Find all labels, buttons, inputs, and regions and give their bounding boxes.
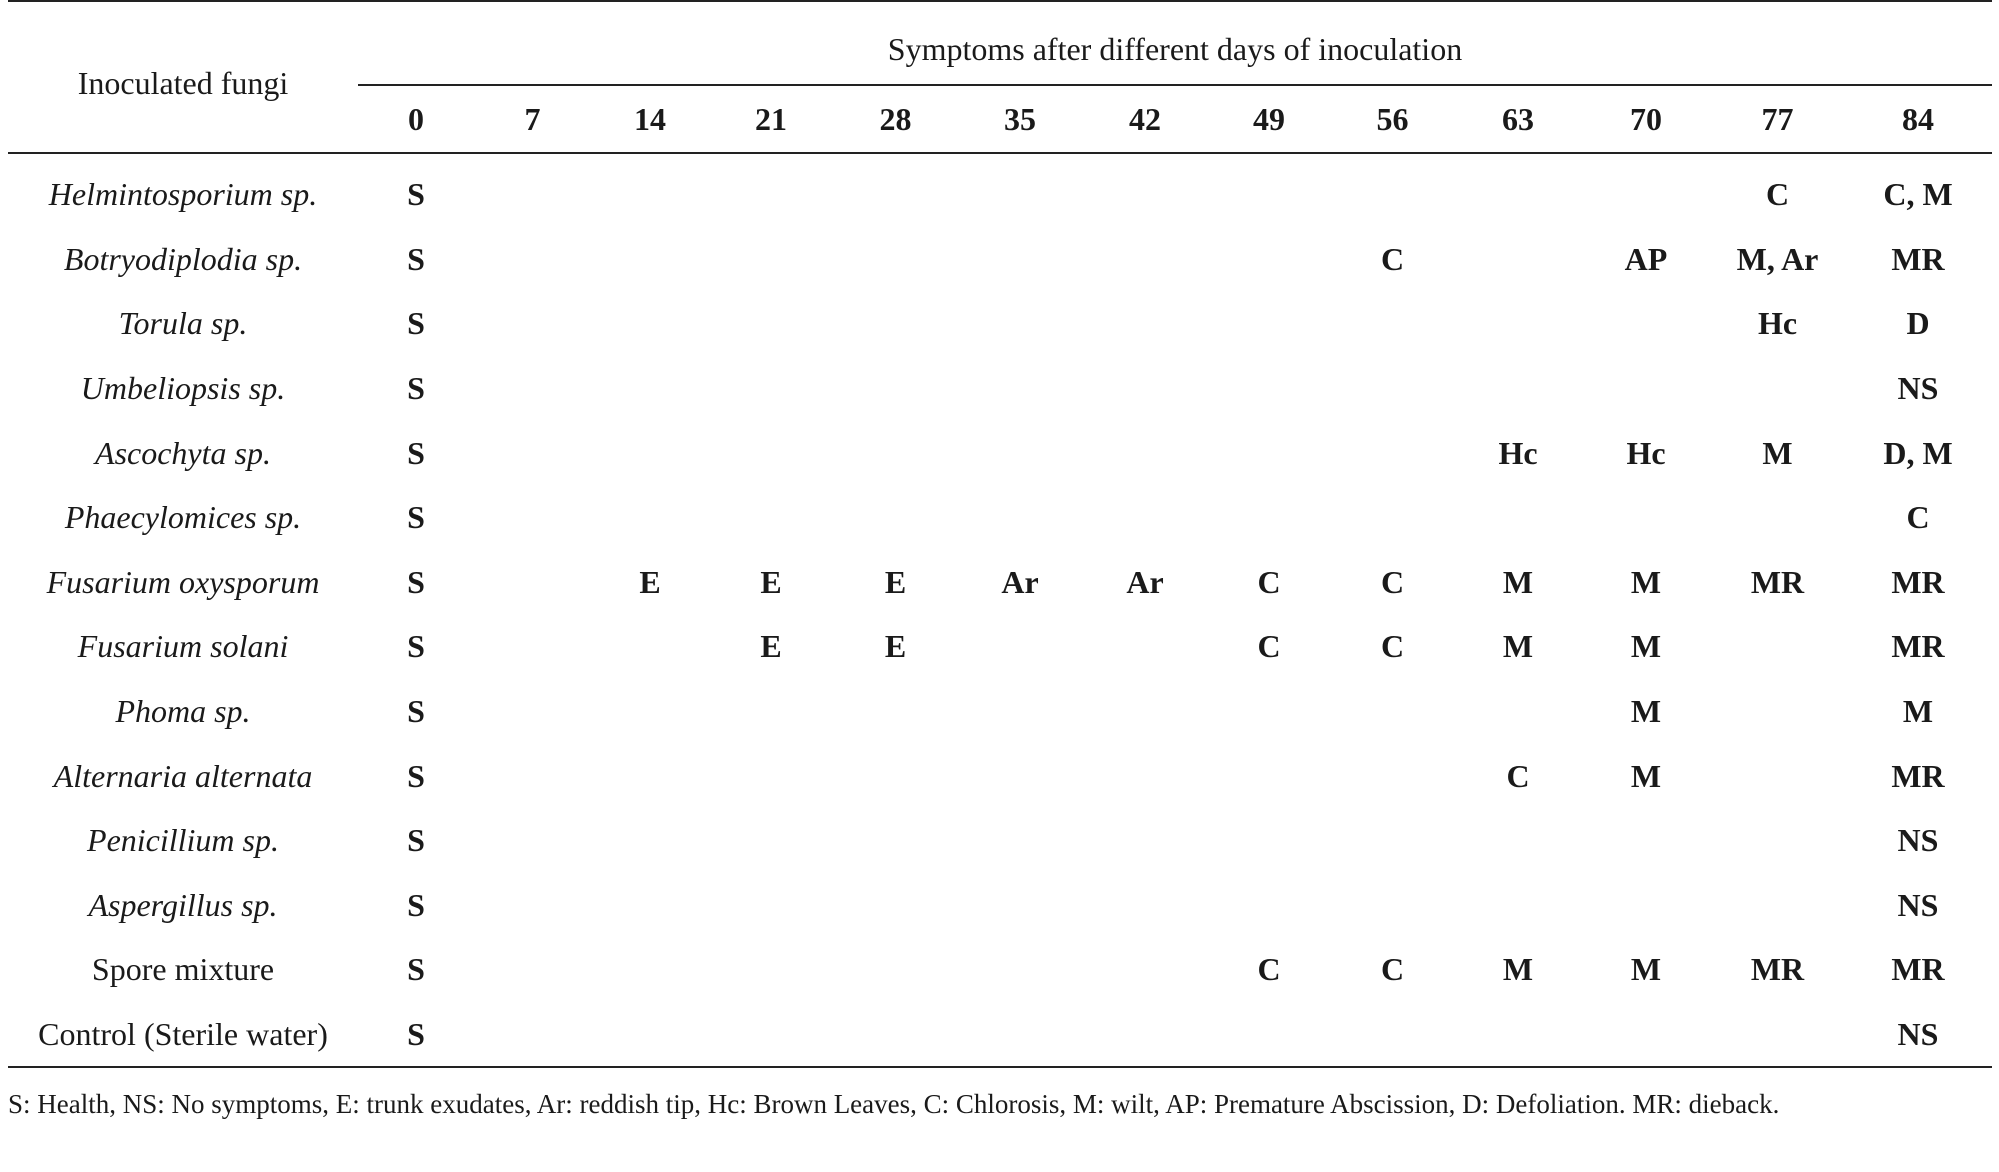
table-row bbox=[8, 356, 1992, 421]
table-row bbox=[8, 227, 1992, 292]
table-row bbox=[8, 808, 1992, 873]
symptoms-table-container bbox=[8, 0, 1992, 1068]
symptom-cell bbox=[1455, 227, 1581, 292]
symptom-cell: NS bbox=[1897, 370, 1939, 407]
table-row bbox=[8, 291, 1992, 356]
symptom-cell bbox=[474, 420, 591, 485]
symptom-cell bbox=[1208, 679, 1330, 744]
day-header-49: 49 bbox=[1253, 101, 1285, 137]
symptom-cell: M bbox=[1502, 951, 1534, 988]
symptom-cell bbox=[833, 356, 958, 421]
symptom-cell bbox=[474, 485, 591, 550]
symptom-cell: C bbox=[1380, 563, 1405, 600]
symptom-cell bbox=[958, 808, 1082, 873]
symptom-cell: S bbox=[407, 499, 425, 536]
day-header-63: 63 bbox=[1502, 101, 1534, 137]
symptom-cell bbox=[474, 227, 591, 292]
symptom-cell bbox=[709, 356, 833, 421]
symptom-cell bbox=[833, 227, 958, 292]
day-header-42: 42 bbox=[1129, 101, 1161, 137]
symptom-cell bbox=[1455, 485, 1581, 550]
symptom-cell bbox=[1208, 485, 1330, 550]
table-row bbox=[8, 1002, 1992, 1068]
symptom-cell: MR bbox=[1891, 628, 1945, 665]
symptom-cell bbox=[1082, 291, 1208, 356]
symptom-cell bbox=[958, 291, 1082, 356]
symptom-cell bbox=[1208, 743, 1330, 808]
table-row bbox=[8, 679, 1992, 744]
symptom-cell: S bbox=[407, 176, 425, 213]
symptom-cell bbox=[591, 356, 709, 421]
symptom-cell: Ar bbox=[1001, 563, 1039, 600]
symptoms-table bbox=[8, 0, 1992, 1068]
table-footnote: S: Health, NS: No symptoms, E: trunk exudates, Ar: reddish tip, Hc: Brown Leaves, C: Chlorosis, M: wilt, AP: Premature Abscission, D: Defoliation. MR: dieback. bbox=[8, 1089, 1780, 1119]
symptom-cell: MR bbox=[1891, 563, 1945, 600]
symptom-cell bbox=[1208, 808, 1330, 873]
symptom-cell bbox=[591, 808, 709, 873]
day-header-7: 7 bbox=[524, 101, 541, 137]
symptom-cell bbox=[591, 937, 709, 1002]
symptom-cell bbox=[1330, 679, 1455, 744]
symptom-cell: C bbox=[1257, 563, 1281, 600]
symptom-cell bbox=[591, 679, 709, 744]
symptom-cell: M bbox=[1502, 563, 1534, 600]
symptom-cell bbox=[591, 1002, 709, 1068]
symptom-cell bbox=[1330, 808, 1455, 873]
symptom-cell: C bbox=[1380, 628, 1405, 665]
symptom-cell bbox=[1330, 873, 1455, 938]
symptom-cell bbox=[833, 873, 958, 938]
symptom-cell bbox=[1208, 227, 1330, 292]
symptom-cell: S bbox=[407, 757, 425, 794]
symptom-cell bbox=[1330, 485, 1455, 550]
fungus-name: Phaecylomices sp. bbox=[64, 499, 302, 536]
symptom-cell: M, Ar bbox=[1736, 240, 1819, 277]
symptom-cell bbox=[1330, 356, 1455, 421]
fungus-name: Aspergillus sp. bbox=[88, 886, 278, 923]
symptom-cell bbox=[1082, 227, 1208, 292]
symptom-cell bbox=[1082, 485, 1208, 550]
symptom-cell bbox=[833, 808, 958, 873]
day-header-28: 28 bbox=[879, 101, 912, 137]
symptom-cell bbox=[1455, 356, 1581, 421]
symptom-cell: NS bbox=[1897, 822, 1939, 859]
symptom-cell bbox=[474, 162, 591, 227]
symptom-cell bbox=[1330, 1002, 1455, 1068]
symptom-cell bbox=[474, 356, 591, 421]
table-row bbox=[8, 485, 1992, 550]
symptom-cell bbox=[709, 808, 833, 873]
symptom-cell: M bbox=[1630, 628, 1662, 665]
symptom-cell: Hc bbox=[1757, 305, 1798, 342]
table-row bbox=[8, 614, 1992, 679]
day-header-84: 84 bbox=[1902, 101, 1934, 137]
symptom-cell bbox=[474, 291, 591, 356]
symptom-cell: M bbox=[1902, 693, 1934, 730]
fungus-name: Phoma sp. bbox=[115, 693, 251, 730]
symptom-cell bbox=[591, 420, 709, 485]
symptom-cell: E bbox=[760, 628, 782, 665]
symptom-cell: D, M bbox=[1883, 434, 1953, 471]
symptom-cell bbox=[1082, 356, 1208, 421]
symptom-cell bbox=[1455, 162, 1581, 227]
symptom-cell bbox=[474, 614, 591, 679]
symptom-cell bbox=[1330, 420, 1455, 485]
table-row bbox=[8, 743, 1992, 808]
symptom-cell bbox=[1581, 291, 1711, 356]
symptom-cell bbox=[1208, 162, 1330, 227]
symptoms-group-header: Symptoms after different days of inoculation bbox=[358, 14, 1992, 85]
symptom-cell bbox=[1711, 356, 1844, 421]
symptom-cell bbox=[591, 227, 709, 292]
symptom-cell: S bbox=[407, 628, 425, 665]
table-row bbox=[8, 550, 1992, 615]
fungus-name: Penicillium sp. bbox=[87, 822, 279, 859]
symptom-cell bbox=[833, 291, 958, 356]
symptom-cell bbox=[591, 873, 709, 938]
symptom-cell bbox=[1711, 1002, 1844, 1068]
symptom-cell bbox=[958, 485, 1082, 550]
symptom-cell bbox=[1082, 679, 1208, 744]
symptom-cell bbox=[1082, 1002, 1208, 1068]
symptom-cell bbox=[1455, 679, 1581, 744]
symptom-cell bbox=[1711, 485, 1844, 550]
symptom-cell: S bbox=[407, 886, 425, 923]
fungus-name: Fusarium oxysporum bbox=[46, 563, 320, 600]
symptom-cell bbox=[1455, 291, 1581, 356]
symptom-cell: E bbox=[884, 628, 907, 665]
symptom-cell bbox=[1330, 743, 1455, 808]
symptom-cell: S bbox=[407, 305, 425, 342]
symptom-cell: NS bbox=[1897, 1016, 1939, 1053]
day-header-77: 77 bbox=[1761, 101, 1794, 137]
symptom-cell: C bbox=[1257, 628, 1281, 665]
symptom-cell: C bbox=[1257, 951, 1281, 988]
symptom-cell bbox=[1208, 873, 1330, 938]
table-row bbox=[8, 873, 1992, 938]
symptom-cell: MR bbox=[1750, 563, 1805, 600]
symptom-cell: AP bbox=[1624, 240, 1668, 277]
symptom-cell bbox=[709, 420, 833, 485]
symptom-cell: C bbox=[1506, 757, 1530, 794]
day-header-56: 56 bbox=[1376, 101, 1409, 137]
symptom-cell bbox=[1082, 873, 1208, 938]
symptom-cell: NS bbox=[1897, 886, 1939, 923]
day-header-14: 14 bbox=[634, 101, 666, 137]
symptom-cell bbox=[709, 227, 833, 292]
fungus-name: Botryodiplodia sp. bbox=[63, 240, 303, 277]
day-header-21: 21 bbox=[755, 101, 787, 137]
symptom-cell: MR bbox=[1891, 757, 1945, 794]
symptom-cell bbox=[958, 614, 1082, 679]
symptom-cell: S bbox=[407, 822, 425, 859]
symptom-cell: M bbox=[1630, 563, 1662, 600]
symptom-cell bbox=[474, 873, 591, 938]
symptom-cell bbox=[958, 1002, 1082, 1068]
symptom-cell bbox=[474, 679, 591, 744]
symptom-cell bbox=[591, 614, 709, 679]
fungus-name: Control (Sterile water) bbox=[38, 1016, 328, 1053]
symptom-cell: S bbox=[407, 563, 425, 600]
symptom-cell bbox=[1455, 808, 1581, 873]
symptom-cell bbox=[833, 162, 958, 227]
symptom-cell bbox=[1581, 485, 1711, 550]
symptom-cell bbox=[1711, 614, 1844, 679]
symptom-cell: C bbox=[1765, 176, 1790, 213]
table-row bbox=[8, 162, 1992, 227]
symptom-cell bbox=[958, 356, 1082, 421]
symptom-cell bbox=[1082, 614, 1208, 679]
symptom-cell bbox=[833, 1002, 958, 1068]
symptom-cell bbox=[958, 937, 1082, 1002]
symptom-cell: S bbox=[407, 693, 425, 730]
symptom-cell bbox=[958, 679, 1082, 744]
symptom-cell bbox=[1581, 873, 1711, 938]
symptom-cell: C bbox=[1380, 951, 1405, 988]
symptom-cell: S bbox=[407, 1016, 425, 1053]
symptom-cell: MR bbox=[1750, 951, 1805, 988]
symptom-cell: M bbox=[1502, 628, 1534, 665]
fungus-name: Spore mixture bbox=[91, 951, 275, 988]
symptom-cell bbox=[474, 937, 591, 1002]
symptom-cell bbox=[958, 873, 1082, 938]
symptom-cell: C bbox=[1906, 499, 1930, 536]
symptom-cell bbox=[474, 1002, 591, 1068]
fungus-name: Umbeliopsis sp. bbox=[80, 370, 286, 407]
symptom-cell bbox=[833, 485, 958, 550]
symptom-cell bbox=[1330, 162, 1455, 227]
symptom-cell bbox=[709, 873, 833, 938]
symptom-cell bbox=[1711, 743, 1844, 808]
symptom-cell bbox=[1455, 873, 1581, 938]
table-row bbox=[8, 937, 1992, 1002]
symptom-cell: MR bbox=[1891, 240, 1945, 277]
symptom-cell bbox=[1581, 162, 1711, 227]
symptom-cell bbox=[709, 743, 833, 808]
symptom-cell: M bbox=[1630, 951, 1662, 988]
symptom-cell bbox=[709, 291, 833, 356]
symptom-cell bbox=[958, 743, 1082, 808]
symptom-cell: Hc bbox=[1626, 434, 1666, 471]
symptom-cell: S bbox=[407, 240, 425, 277]
symptom-cell: C bbox=[1380, 240, 1405, 277]
symptom-cell bbox=[833, 679, 958, 744]
symptom-cell: E bbox=[639, 563, 661, 600]
symptom-cell bbox=[474, 743, 591, 808]
symptom-cell bbox=[1581, 808, 1711, 873]
symptom-cell: S bbox=[407, 370, 425, 407]
symptom-cell bbox=[833, 937, 958, 1002]
symptom-cell bbox=[1082, 937, 1208, 1002]
symptom-cell bbox=[1330, 291, 1455, 356]
inoculated-fungi-header: Inoculated fungi bbox=[77, 65, 289, 101]
fungus-name: Fusarium solani bbox=[77, 628, 289, 665]
symptom-cell bbox=[474, 550, 591, 615]
symptom-cell bbox=[833, 420, 958, 485]
day-header-35: 35 bbox=[1004, 101, 1036, 137]
symptom-cell: M bbox=[1630, 693, 1662, 730]
symptom-cell bbox=[1711, 808, 1844, 873]
symptom-cell bbox=[709, 679, 833, 744]
symptom-cell bbox=[1208, 1002, 1330, 1068]
symptom-cell: D bbox=[1906, 305, 1930, 342]
symptom-cell bbox=[833, 743, 958, 808]
symptom-cell bbox=[958, 162, 1082, 227]
symptom-cell bbox=[958, 227, 1082, 292]
symptom-cell bbox=[1208, 291, 1330, 356]
symptom-cell: C, M bbox=[1883, 176, 1953, 213]
fungus-name: Alternaria alternata bbox=[53, 757, 313, 794]
symptom-cell bbox=[1082, 162, 1208, 227]
symptom-cell bbox=[1082, 808, 1208, 873]
symptom-cell: E bbox=[884, 563, 907, 600]
symptom-cell: E bbox=[760, 563, 782, 600]
symptom-cell: Hc bbox=[1498, 434, 1538, 471]
symptom-cell bbox=[709, 485, 833, 550]
symptom-cell bbox=[474, 808, 591, 873]
symptom-cell bbox=[591, 162, 709, 227]
symptom-cell: M bbox=[1762, 434, 1793, 471]
symptom-cell bbox=[709, 1002, 833, 1068]
symptom-cell bbox=[1082, 420, 1208, 485]
symptom-cell: M bbox=[1630, 757, 1662, 794]
symptom-cell: S bbox=[407, 434, 425, 471]
symptom-cell bbox=[1581, 356, 1711, 421]
symptom-cell bbox=[709, 937, 833, 1002]
symptom-cell bbox=[1581, 1002, 1711, 1068]
symptom-cell bbox=[591, 743, 709, 808]
symptom-cell bbox=[709, 162, 833, 227]
symptom-cell bbox=[958, 420, 1082, 485]
day-header-70: 70 bbox=[1630, 101, 1662, 137]
fungus-name: Helmintosporium sp. bbox=[48, 176, 318, 213]
symptom-cell bbox=[1208, 356, 1330, 421]
table-row bbox=[8, 420, 1992, 485]
symptom-cell bbox=[1711, 679, 1844, 744]
symptom-cell bbox=[1711, 873, 1844, 938]
symptom-cell bbox=[1208, 420, 1330, 485]
symptom-cell: Ar bbox=[1126, 563, 1164, 600]
symptom-cell bbox=[1455, 1002, 1581, 1068]
symptom-cell bbox=[591, 485, 709, 550]
fungus-name: Torula sp. bbox=[118, 305, 248, 342]
day-header-0: 0 bbox=[408, 101, 424, 137]
symptom-cell bbox=[591, 291, 709, 356]
fungus-name: Ascochyta sp. bbox=[95, 434, 271, 471]
symptom-cell: MR bbox=[1891, 951, 1945, 988]
symptom-cell bbox=[1082, 743, 1208, 808]
symptom-cell: S bbox=[407, 951, 425, 988]
